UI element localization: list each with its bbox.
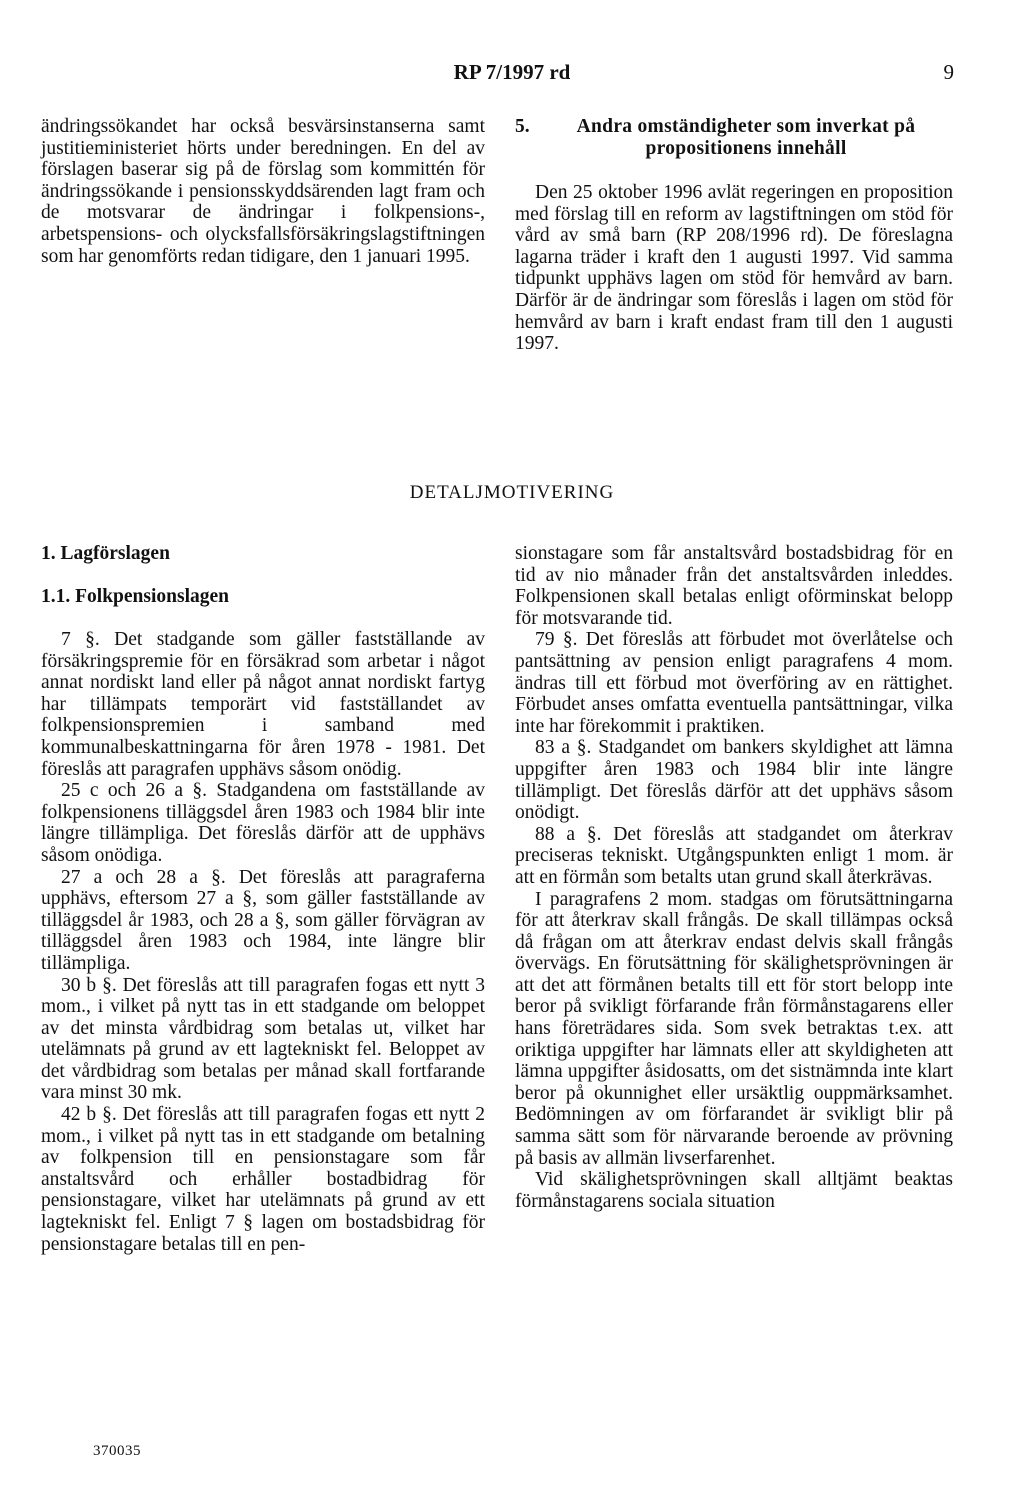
chapter-heading: 1. Lagförslagen (41, 543, 170, 564)
paragraph: Den 25 oktober 1996 avlät regeringen en proposition med förslag till en reform av lagstiftningen om stöd för vård av små barn (RP 208/1996 rd). De föreslagna lagarna träder i kraft den 1 augusti 1997. Vid samma tidpunkt upphävs lagen om stöd för hemvård av barn. Därför är de ändringar som föreslås i lagen om stöd för hemvård av barn i kraft endast fram till den 1 augusti 1997. (515, 182, 953, 355)
detailed-motivation-heading: DETALJMOTIVERING (409, 482, 615, 503)
paragraph: 27 a och 28 a §. Det föreslås att paragraferna upphävs, eftersom 27 a §, som gäller fastställande av tilläggsdel år 1983, och 28 a §, som gäller förvägran av tilläggsdel åren 1983 och 1984, inte längre blir tillämpliga. (41, 866, 485, 974)
paragraph: 79 §. Det föreslås att förbudet mot överlåtelse och pantsättning av pension enligt paragrafens 4 mom. ändras till ett förbud mot överföring av en rättighet. Förbudet anses omfatta eventuella pantsättningar, vilka inte har förekommit i praktiken. (515, 629, 953, 737)
lagforslagen-column-left (41, 543, 485, 1255)
paragraph: 30 b §. Det föreslås att till paragrafen fogas ett nytt 3 mom., i vilket på nytt tas in ett stadgande om beloppet av det minsta vårdbidrag som betalas ut, vilket har utelämnats på grund av ett lagtekniskt fel. Beloppet av det vårdbidrag som betalas per månad skall fortfarande vara minst 30 mk. (41, 974, 485, 1104)
print-code: 370035 (93, 1443, 141, 1459)
intro-column-left (41, 116, 485, 267)
paragraph: 7 §. Det stadgande som gäller fastställande av försäkringspremie för en försäkrad som arbetar i något annat nordiskt land eller på något annat nordiskt fartyg har tillämpats temporärt vid fastställandet av folkpensionspremien i samband med kommunalbeskattningarna för åren 1978 - 1981. Det föreslås att paragrafen upphävs såsom onödig. (41, 629, 485, 780)
section-title: Andra omständigheter som inverkat på propositionens innehåll (576, 116, 916, 159)
section-5-heading (515, 116, 953, 160)
section-5-column (515, 116, 953, 355)
paragraph: Vid skälighetsprövningen skall alltjämt beaktas förmånstagarens sociala situation (515, 1169, 953, 1212)
paragraph: 83 a §. Stadgandet om bankers skyldighet att lämna uppgifter åren 1983 och 1984 blir inte längre tillämpligt. Det föreslås därför att det upphävs såsom onödigt. (515, 737, 953, 824)
lagforslagen-column-right (515, 543, 953, 1212)
paragraph: ändringssökandet har också besvärsinstanserna samt justitieministeriet hörts under beredningen. En del av förslagen baserar sig på de förslag som kommittén för ändringssökande i pensionsskyddsärenden lagt fram och de motsvarar de ändringar i folkpensions-, arbetspensions- och olycksfallsförsäkringslagstiftningen som har genomförts redan tidigare, den 1 januari 1995. (41, 116, 485, 267)
document-reference: RP 7/1997 rd (453, 60, 571, 84)
section-number: 5. (515, 116, 530, 137)
paragraph: I paragrafens 2 mom. stadgas om förutsättningarna för att återkrav skall frångås. De skall tillämpas också då frågan om att återkrav endast delvis skall frångås övervägs. En förutsättning för skälighetsprövningen är att det att förmånen betalts till ett för stort belopp inte beror på svikligt förfarande från förmånstagarens eller hans företrädares sida. Som svek betraktas t.ex. att oriktiga uppgifter har lämnats eller att skyldigheten att lämna uppgifter åsidosatts, om det sistnämnda inte klart beror på okunnighet eller ursäktlig ouppmärksamhet. Bedömningen av om förfarandet är svikligt blir på samma sätt som för närvarande beroende av prövning på basis av allmän livserfarenhet. (515, 888, 953, 1169)
subsection-heading: 1.1. Folkpensionslagen (41, 586, 230, 607)
paragraph: 88 a §. Det föreslås att stadgandet om återkrav preciseras tekniskt. Utgångspunkten enligt 1 mom. är att en förmån som betalts utan grund skall återkrävas. (515, 823, 953, 888)
paragraph: sionstagare som får anstaltsvård bostadsbidrag för en tid av nio månader från det anstaltsvården inleddes. Folkpensionen skall betalas enligt oförminskat belopp för motsvarande tid. (515, 543, 953, 629)
page-number: 9 (943, 60, 954, 84)
running-header (0, 60, 1024, 90)
paragraph: 25 c och 26 a §. Stadgandena om fastställande av folkpensionens tilläggsdel åren 1983 och 1984 blir inte längre tillämpliga. Det föreslås därför att de upphävs såsom onödiga. (41, 780, 485, 866)
paragraph: 42 b §. Det föreslås att till paragrafen fogas ett nytt 2 mom., i vilket på nytt tas in ett stadgande om betalning av folkpension till en pensionstagare som får anstaltsvård och erhåller bostadbidrag för pensionstagare, vilket har utelämnats på grund av ett lagtekniskt fel. Enligt 7 § lagen om bostadsbidrag för pensionstagare betalas till en pen- (41, 1104, 485, 1255)
